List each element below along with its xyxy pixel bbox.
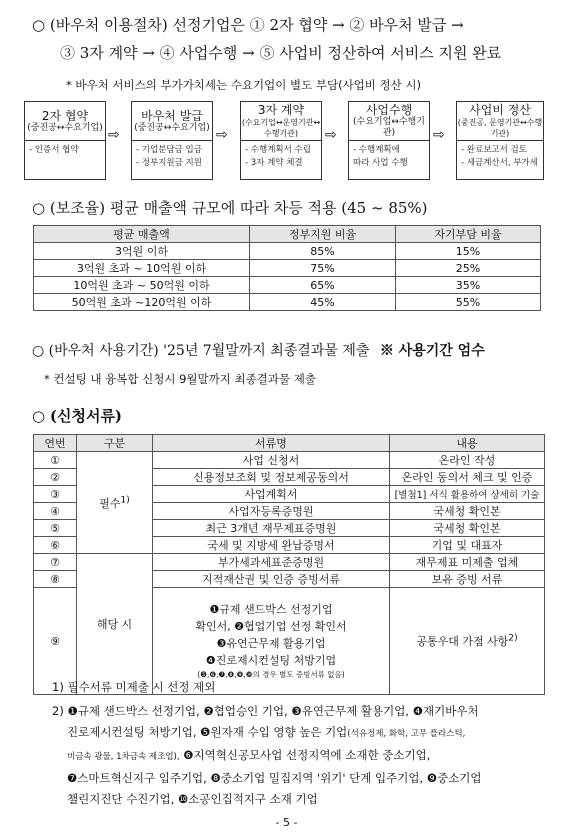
step-sub: (중진공, 운영기관↔수행기관) <box>457 118 543 138</box>
table-row <box>34 452 545 469</box>
step-title: 3자 계약 <box>257 103 305 117</box>
page-number: - 5 - <box>275 816 298 829</box>
footnote-mark: 1) <box>120 494 130 505</box>
footnote-2-line-1: 2) ❶규제 샌드박스 선정기업, ❷협업승인 기업, ❸유연근무제 활용기업, ❹재기바우처 <box>52 704 479 718</box>
cell: 65% <box>250 277 396 294</box>
step-item: - 세금계산서, 부가세 <box>461 158 538 168</box>
col-header: 평균 매출액 <box>34 226 250 243</box>
cell: ① <box>34 452 77 469</box>
process-step-3 <box>240 101 322 180</box>
subsidy-heading <box>32 197 428 218</box>
cell: 온라인 작성 <box>390 452 545 469</box>
fn-text: ❻지역혁신공모사업 선정지역에 소재한 중소기업, <box>179 748 431 762</box>
cell: 기업 및 대표자 <box>390 537 545 554</box>
table-row <box>34 243 541 260</box>
cell: 보유 증빙 서류 <box>390 571 545 588</box>
process-step-2 <box>131 101 213 180</box>
cell: 55% <box>396 294 541 311</box>
usage-period-title: (바우처 사용기간) '25년 7월말까지 최종결과물 제출 <box>48 343 370 359</box>
step-item: - 정부지원금 지원 <box>136 158 202 168</box>
cell: ⑥ <box>34 537 77 554</box>
arrow-icon: ⇨ <box>433 127 445 143</box>
footnote-2-line-2 <box>52 722 567 745</box>
usage-period-emphasis: ※ 사용기간 엄수 <box>379 343 485 359</box>
group-applicable: 해당 시 <box>77 554 153 695</box>
bullet: ○ <box>32 407 46 425</box>
cell: 국세청 확인본 <box>390 520 545 537</box>
table-header-row <box>34 226 541 243</box>
col-header: 자기부담 비율 <box>396 226 541 243</box>
footnote-1: 1) 필수서류 미제출 시 선정 제외 <box>52 680 216 694</box>
cell: 3억원 이하 <box>34 243 250 260</box>
col-header: 구분 <box>77 435 153 452</box>
cell: 75% <box>250 260 396 277</box>
section-1-line-1 <box>32 14 464 35</box>
step-item: - 3자 계약 체결 <box>245 158 303 168</box>
col-header: 연번 <box>34 435 77 452</box>
step-title: 사업수행 <box>365 103 413 117</box>
documents-heading <box>32 405 122 426</box>
arrow-icon: ⇨ <box>216 127 228 143</box>
step-item: - 수행계획서 수립 <box>245 145 311 155</box>
cell: 10억원 초과 ~ 50억원 이하 <box>34 277 250 294</box>
doc-line: 확인서, ❷협업기업 선정 확인서 <box>195 620 347 633</box>
cell: 온라인 동의서 체크 및 인증 <box>390 469 545 486</box>
arrow-icon: ⇨ <box>325 127 337 143</box>
step-title: 바우처 발급 <box>141 108 203 123</box>
procedure-line-2: ③ 3자 계약 → ④ 사업수행 → ⑤ 사업비 정산하여 서비스 지원 완료 <box>60 44 502 62</box>
cell: 신용정보조회 및 정보제공동의서 <box>153 469 390 486</box>
cell-text: 공통우대 가점 사항 <box>416 635 509 648</box>
footnotes <box>52 677 567 810</box>
step-title: 2자 협약 <box>41 108 89 123</box>
table-header-row <box>34 435 545 452</box>
cell: ② <box>34 469 77 486</box>
step-item: - 인증서 협약 <box>29 145 79 155</box>
footnote-2-line-5: 챌린지진단 수진기업, ❿소공인집적지구 소재 기업 <box>67 792 318 806</box>
fn-small-text: (석유정제, 화학, 고무 플라스틱, <box>347 729 466 739</box>
cell: 부가세과세표준증명원 <box>153 554 390 571</box>
cell: 45% <box>250 294 396 311</box>
doc-line: ❹진로제시컨설팅 처방기업 <box>205 654 337 667</box>
col-header: 서류명 <box>153 435 390 452</box>
doc-line: ❸유연근무제 활용기업 <box>216 637 326 650</box>
footnote-2-line-4: ❼스마트혁신지구 입주기업, ❽중소기업 밀집지역 '위기' 단계 입주기업, ❾중소기업 <box>67 771 482 785</box>
vat-note: * 바우처 서비스의 부가가치세는 수요기업이 별도 부담(사업비 정산 시) <box>66 78 422 92</box>
step-item: - 기업분담금 입금 <box>136 145 202 155</box>
doc-small-note: (❺,❻,❼,❽,❾,❿의 경우 별도 증빙서류 없음) <box>197 670 345 679</box>
table-row <box>34 294 541 311</box>
group-label: 필수 <box>99 496 121 510</box>
cell: ③ <box>34 486 77 503</box>
procedure-line-1: (바우처 이용절차) 선정기업은 ① 2자 협약 → ② 바우처 발급 → <box>49 16 464 34</box>
step-sub: (수요기업↔수행기관) <box>353 117 425 138</box>
subsidy-title: (보조율) 평균 매출액 규모에 따라 차등 적용 (45 ~ 85%) <box>49 199 428 217</box>
subsidy-table <box>33 225 541 311</box>
cell: ⑧ <box>34 571 77 588</box>
col-header: 정부지원 비율 <box>250 226 396 243</box>
step-item: - 완료보고서 검토 <box>461 145 527 155</box>
fn-small-text: 비금속 광물, 1차금속 제조업), <box>67 752 180 762</box>
step-title: 사업비 정산 <box>469 103 531 117</box>
process-step-5 <box>456 101 544 180</box>
table-row <box>34 554 545 571</box>
cell: 국세 및 지방세 완납증명서 <box>153 537 390 554</box>
step-sub: (중진공↔수요기업) <box>27 122 103 133</box>
doc-line: ❶규제 샌드박스 선정기업 <box>209 603 333 616</box>
cell: 사업자등록증명원 <box>153 503 390 520</box>
cell: 사업계획서 <box>153 486 390 503</box>
fn-text: 진로제시컨설팅 처방기업, ❺원자재 수입 영향 높은 기업 <box>67 725 348 739</box>
cell: 사업 신청서 <box>153 452 390 469</box>
bullet: ○ <box>32 16 46 34</box>
cell: 50억원 초과 ~120억원 이하 <box>34 294 250 311</box>
process-step-4 <box>348 101 430 180</box>
process-step-1 <box>24 101 106 180</box>
cell: ⑤ <box>34 520 77 537</box>
footnote-mark: 2) <box>508 633 518 644</box>
cell: 25% <box>396 260 541 277</box>
footnote-2-line-3 <box>52 745 567 768</box>
cell: ④ <box>34 503 77 520</box>
documents-title: (신청서류) <box>49 407 123 425</box>
bullet: ○ <box>32 199 46 217</box>
cell: 85% <box>250 243 396 260</box>
cell: ⑨ <box>34 588 77 695</box>
cell: 재무제표 미제출 업체 <box>390 554 545 571</box>
convergence-note: * 컨설팅 내 융복합 신청시 9월말까지 최종결과물 제출 <box>44 372 316 386</box>
cell: 지적재산권 및 인증 증빙서류 <box>153 571 390 588</box>
group-required <box>77 452 153 554</box>
cell: 국세청 확인본 <box>390 503 545 520</box>
arrow-icon: ⇨ <box>108 127 120 143</box>
cell: 35% <box>396 277 541 294</box>
cell: 3억원 초과 ~ 10억원 이하 <box>34 260 250 277</box>
step-sub: (수요기업↔운영기관↔수행기관) <box>241 118 321 138</box>
step-item: - 수행계획에 <box>353 145 400 155</box>
table-row <box>34 277 541 294</box>
documents-table <box>33 434 545 695</box>
col-header: 내용 <box>390 435 545 452</box>
step-item: 따라 사업 수행 <box>353 158 408 168</box>
cell: 15% <box>396 243 541 260</box>
cell: 최근 3개년 재무제표증명원 <box>153 520 390 537</box>
table-row <box>34 260 541 277</box>
bullet: ○ <box>32 343 45 359</box>
cell: [별첨1] 서식 활용하여 상세히 기술 <box>390 486 545 503</box>
cell: ⑦ <box>34 554 77 571</box>
usage-period-heading <box>32 340 485 360</box>
step-sub: (중진공↔수요기업) <box>134 122 210 133</box>
